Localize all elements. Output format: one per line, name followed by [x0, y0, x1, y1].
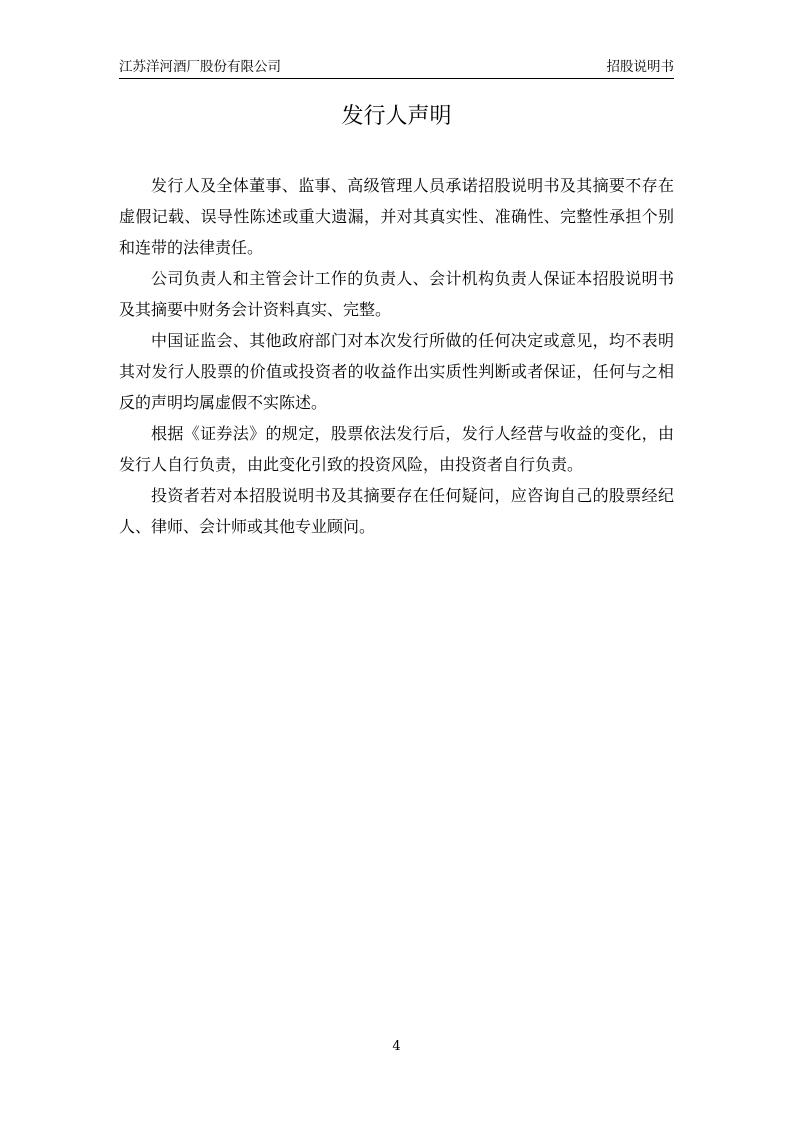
page-header	[119, 56, 674, 79]
page-title: 发行人声明	[341, 104, 452, 129]
statement-paragraph: 中国证监会、其他政府部门对本次发行所做的任何决定或意见，均不表明其对发行人股票的价值或投资者的收益作出实质性判断或者保证，任何与之相反的声明均属虚假不实陈述。	[119, 331, 674, 412]
statement-paragraph: 投资者若对本招股说明书及其摘要存在任何疑问，应咨询自己的股票经纪人、律师、会计师或其他专业顾问。	[119, 486, 674, 536]
header-document-type: 招股说明书	[606, 59, 674, 75]
header-company-name: 江苏洋河酒厂股份有限公司	[119, 59, 281, 75]
statement-paragraph: 公司负责人和主管会计工作的负责人、会计机构负责人保证本招股说明书及其摘要中财务会计资料真实、完整。	[119, 269, 674, 319]
statement-paragraph: 发行人及全体董事、监事、高级管理人员承诺招股说明书及其摘要不存在虚假记载、误导性陈述或重大遗漏，并对其真实性、准确性、完整性承担个别和连带的法律责任。	[119, 176, 674, 257]
statement-body	[119, 170, 674, 542]
statement-paragraph: 根据《证券法》的规定，股票依法发行后，发行人经营与收益的变化，由发行人自行负责，由此变化引致的投资风险，由投资者自行负责。	[119, 424, 674, 474]
page-number: 4	[392, 1039, 401, 1054]
